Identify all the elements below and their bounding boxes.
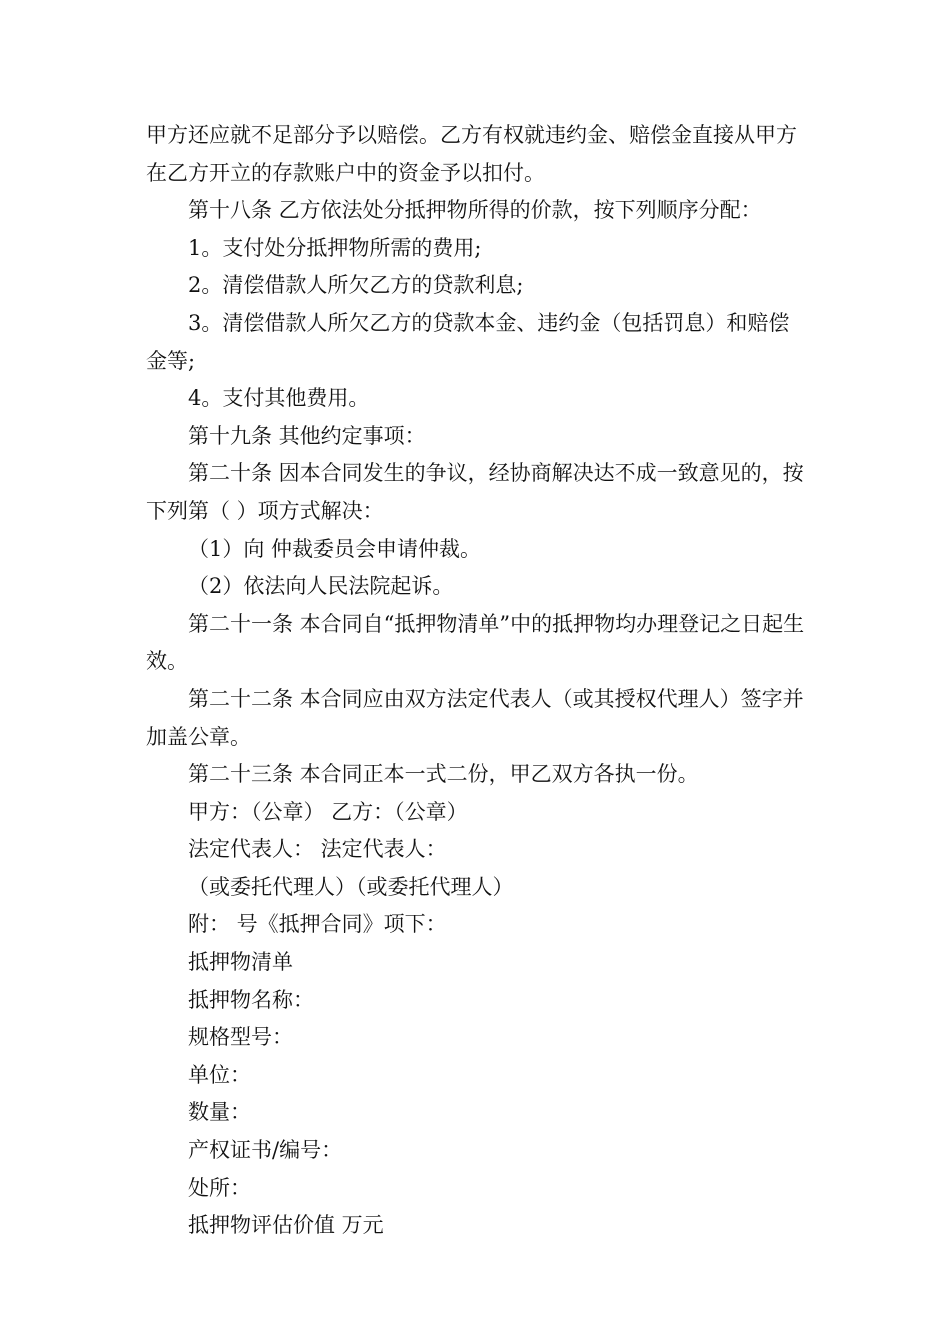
paragraph-compensation-continued: 甲方还应就不足部分予以赔偿。乙方有权就违约金、赔偿金直接从甲方在乙方开立的存款账户中的资金予以扣付。 <box>146 123 797 185</box>
paragraph-article-20: 第二十条 因本合同发生的争议，经协商解决达不成一致意见的，按下列第（ ）项方式解决： <box>146 461 804 523</box>
collateral-valuation-field: 抵押物评估价值 万元 <box>188 1213 384 1238</box>
paragraph-option-1: （1）向 仲裁委员会申请仲裁。 <box>188 536 482 561</box>
signature-authorized-agents: （或委托代理人）（或委托代理人） <box>188 874 514 899</box>
signature-party-seals: 甲方：（公章） 乙方：（公章） <box>188 799 468 824</box>
collateral-certificate-field: 产权证书/编号： <box>188 1138 343 1163</box>
document-body <box>146 117 810 1245</box>
collateral-quantity-field: 数量： <box>188 1100 251 1125</box>
attachment-heading: 附： 号《抵押合同》项下： <box>188 912 447 937</box>
collateral-list-title: 抵押物清单 <box>188 950 293 975</box>
paragraph-article-22: 第二十二条 本合同应由双方法定代表人（或其授权代理人）签字并加盖公章。 <box>146 686 804 749</box>
paragraph-article-23: 第二十三条 本合同正本一式二份，甲乙双方各执一份。 <box>188 762 699 787</box>
paragraph-article-18: 第十八条 乙方依法处分抵押物所得的价款，按下列顺序分配： <box>188 198 762 223</box>
collateral-unit-field: 单位： <box>188 1062 251 1087</box>
collateral-name-field: 抵押物名称： <box>188 987 314 1012</box>
paragraph-item-2: 2。清偿借款人所欠乙方的贷款利息; <box>188 273 524 298</box>
signature-legal-representatives: 法定代表人： 法定代表人： <box>188 837 447 862</box>
paragraph-article-21: 第二十一条 本合同自“抵押物清单”中的抵押物均办理登记之日起生效。 <box>146 611 805 674</box>
collateral-model-field: 规格型号： <box>188 1025 293 1050</box>
paragraph-item-4: 4。支付其他费用。 <box>188 386 370 411</box>
collateral-location-field: 处所： <box>188 1175 251 1200</box>
paragraph-item-3: 3。清偿借款人所欠乙方的贷款本金、违约金（包括罚息）和赔偿金等; <box>146 310 790 373</box>
paragraph-option-2: （2）依法向人民法院起诉。 <box>188 574 454 599</box>
paragraph-article-19: 第十九条 其他约定事项： <box>188 423 426 448</box>
paragraph-item-1: 1。支付处分抵押物所需的费用; <box>188 235 482 260</box>
